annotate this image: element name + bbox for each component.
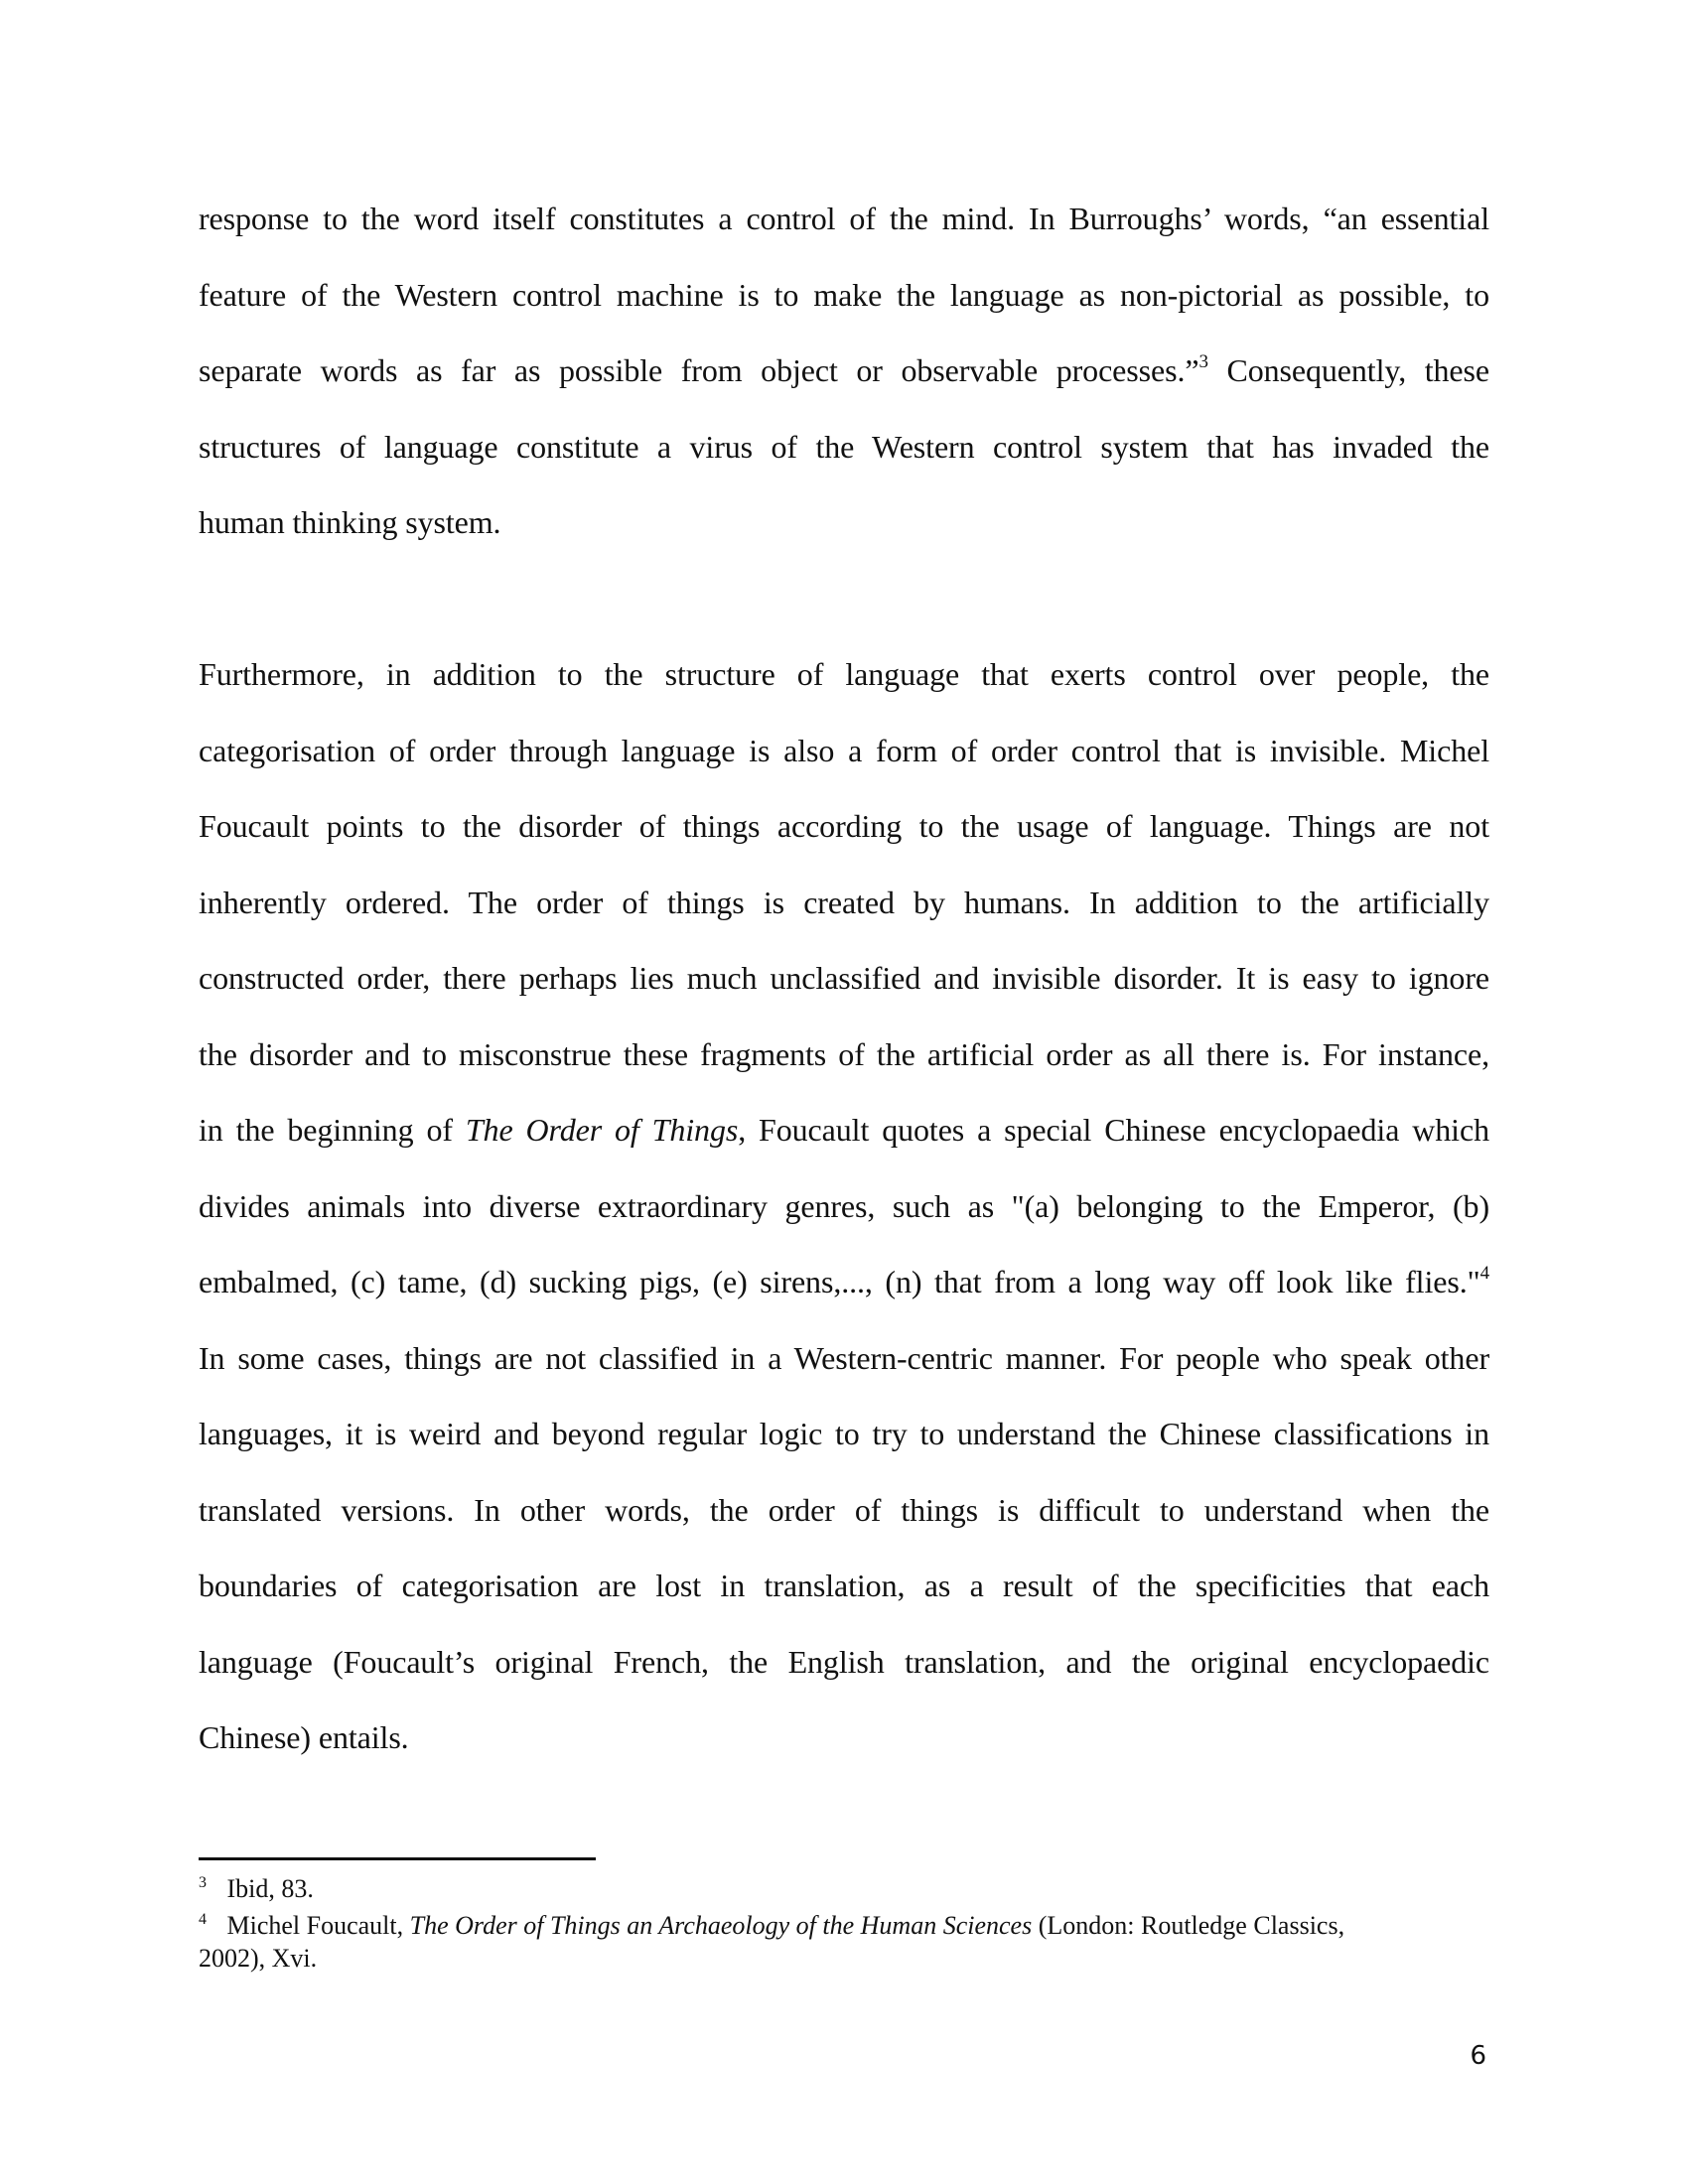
footnote-4-continuation: 2002), Xvi. bbox=[199, 1944, 318, 1973]
paragraph-line: categorisation of order through language is also a form of order control that is invisible. Michel bbox=[199, 732, 1489, 768]
paragraph-line: Foucault points to the disorder of things according to the usage of language. Things are not bbox=[199, 808, 1489, 844]
paragraph-line-text: Consequently, these bbox=[1207, 352, 1489, 388]
footnote-text: (London: Routledge Classics, bbox=[1032, 1911, 1345, 1940]
footnote-book-title: The Order of Things an Archaeology of the Human Sciences bbox=[409, 1911, 1033, 1940]
paragraph-line bbox=[199, 1092, 1489, 1168]
footnote-text: Michel Foucault, bbox=[226, 1911, 410, 1940]
paragraph-line: the disorder and to misconstrue these fragments of the artificial order as all there is. For instance, bbox=[199, 1035, 1489, 1072]
paragraph-line: languages, it is weird and beyond regular logic to try to understand the Chinese classifications in bbox=[199, 1416, 1489, 1451]
paragraph-line-text: embalmed, (c) tame, (d) sucking pigs, (e) sirens,..., (n) that from a long way off look like flies." bbox=[199, 1264, 1480, 1299]
paragraph-line: language (Foucault’s original French, the English translation, and the original encyclopaedic bbox=[199, 1643, 1489, 1680]
paragraph-line: feature of the Western control machine is to make the language as non-pictorial as possible, to bbox=[199, 276, 1489, 313]
body-paragraph-2 bbox=[199, 636, 1489, 1776]
paragraph-line: inherently ordered. The order of things is created by humans. In addition to the artificially bbox=[199, 884, 1489, 920]
paragraph-line-text: separate words as far as possible from object or observable processes.” bbox=[199, 352, 1199, 388]
paragraph-line: translated versions. In other words, the order of things is difficult to understand when the bbox=[199, 1491, 1489, 1528]
paragraph-line-text: , Foucault quotes a special Chinese encyclopaedia which bbox=[738, 1112, 1489, 1148]
footnote-4: $^4$ Michel Foucault, The Order of Things an Archaeology of the Human Sciences (London: Routledge Classics, bbox=[199, 1911, 1345, 1940]
paragraph-line: In some cases, things are not classified in a Western-centric manner. For people who speak other bbox=[199, 1339, 1489, 1376]
page-number: 6 bbox=[1470, 2041, 1486, 2071]
paragraph-line: constructed order, there perhaps lies much unclassified and invisible disorder. It is easy to ignore bbox=[199, 960, 1489, 996]
paragraph-line: divides animals into diverse extraordinary genres, such as "(a) belonging to the Emperor, (b) bbox=[199, 1187, 1489, 1224]
paragraph-line: Furthermore, in addition to the structure of language that exerts control over people, the bbox=[199, 656, 1489, 692]
footnote-text: Ibid, 83. bbox=[226, 1874, 314, 1903]
footnote-separator bbox=[199, 1857, 596, 1860]
book-title: The Order of Things bbox=[465, 1112, 739, 1148]
footnote-reference: 4 bbox=[1479, 1263, 1489, 1285]
paragraph-line: boundaries of categorisation are lost in translation, as a result of the specificities that each bbox=[199, 1568, 1489, 1603]
paragraph-line: Chinese) entails. bbox=[199, 1719, 409, 1755]
body-paragraph-1 bbox=[199, 181, 1489, 561]
footnotes bbox=[199, 1872, 1489, 1975]
footnote-3: $^3$ Ibid, 83. bbox=[199, 1874, 314, 1903]
paragraph-line: structures of language constitute a virus of the Western control system that has invaded the bbox=[199, 428, 1489, 465]
paragraph-line bbox=[199, 1244, 1489, 1320]
footnote-reference: 3 bbox=[1198, 351, 1208, 373]
paragraph-line: response to the word itself constitutes a control of the mind. In Burroughs’ words, “an essential bbox=[199, 201, 1489, 236]
paragraph-line-text: in the beginning of bbox=[199, 1112, 466, 1148]
paragraph-line bbox=[199, 333, 1489, 409]
paragraph-line: human thinking system. bbox=[199, 504, 501, 540]
